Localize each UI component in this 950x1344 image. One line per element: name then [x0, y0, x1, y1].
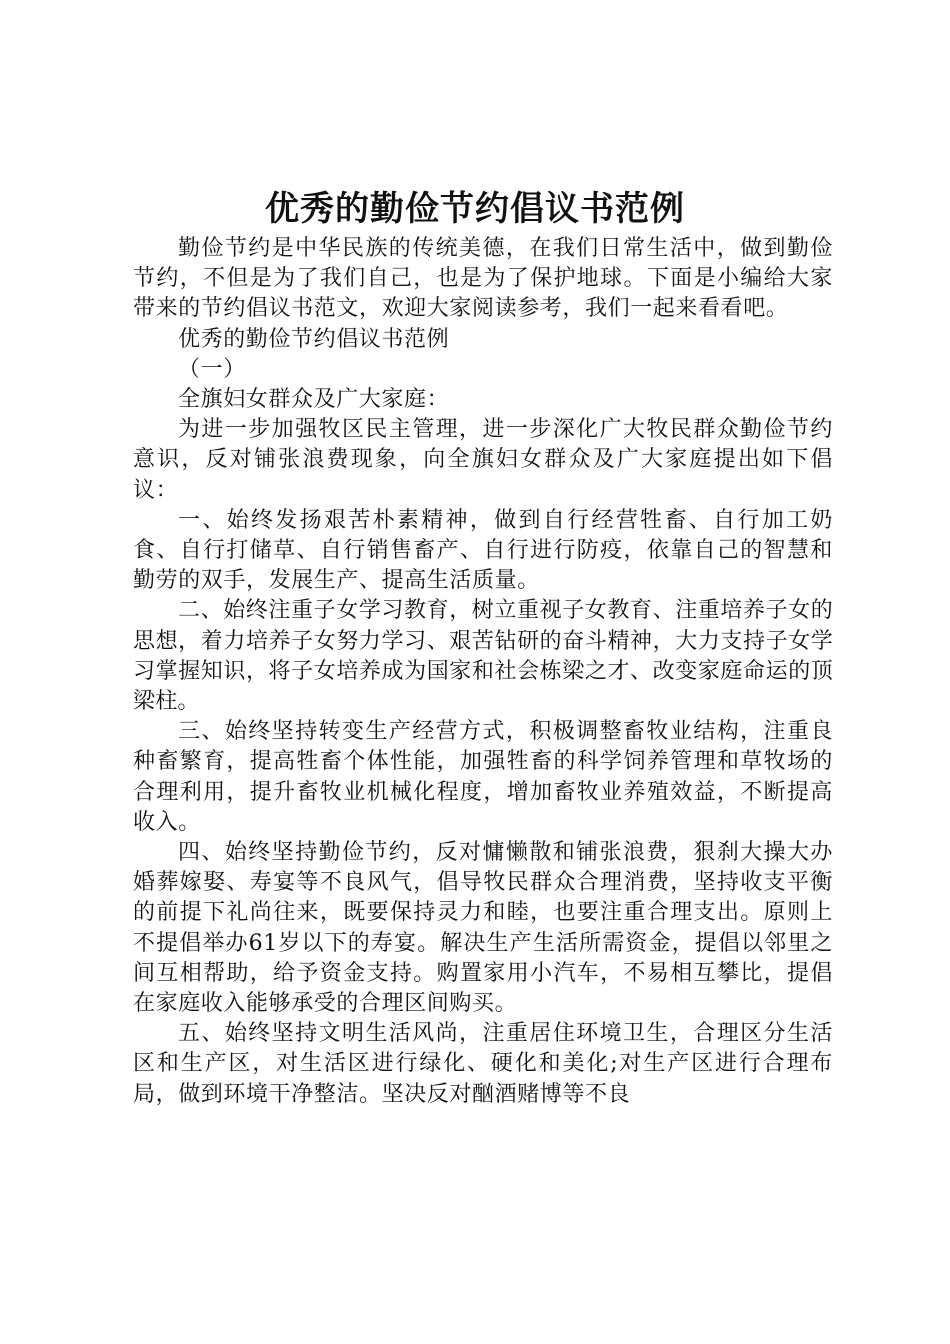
proposal-item-3: 三、始终坚持转变生产经营方式，积极调整畜牧业结构，注重良种畜繁育，提高牲畜个体性能，加强牲畜的科学饲养管理和草牧场的合理利用，提升畜牧业机械化程度，增加畜牧业养殖效益，不断提高收入。	[133, 719, 833, 835]
section-number: （一）	[178, 356, 246, 382]
salutation: 全旗妇女群众及广大家庭：	[178, 387, 450, 413]
proposal-item-2: 二、始终注重子女学习教育，树立重视子女教育、注重培养子女的思想，着力培养子女努力学习、艰苦钻研的奋斗精神，大力支持子女学习掌握知识，将子女培养成为国家和社会栋梁之才、改变家庭命运的顶梁柱。	[133, 598, 833, 715]
intro-paragraph: 勤俭节约是中华民族的传统美德，在我们日常生活中，做到勤俭节约，不但是为了我们自己，也是为了保护地球。下面是小编给大家带来的节约倡议书范文，欢迎大家阅读参考，我们一起来看看吧。	[133, 236, 833, 322]
document-title: 优秀的勤俭节约倡议书范例	[265, 189, 685, 229]
proposal-intro-paragraph: 为进一步加强牧区民主管理，进一步深化广大牧民群众勤俭节约意识，反对铺张浪费现象，向全旗妇女群众及广大家庭提出如下倡议：	[133, 417, 833, 503]
proposal-item-5: 五、始终坚持文明生活风尚，注重居住环境卫生，合理区分生活区和生产区，对生活区进行绿化、硬化和美化;对生产区进行合理布局，做到环境干净整洁。坚决反对酗酒赌博等不良	[133, 1021, 833, 1107]
subtitle-line: 优秀的勤俭节约倡议书范例	[178, 326, 450, 352]
proposal-item-1: 一、始终发扬艰苦朴素精神，做到自行经营牲畜、自行加工奶食、自行打储草、自行销售畜产、自行进行防疫，依靠自己的智慧和勤劳的双手，发展生产、提高生活质量。	[133, 507, 833, 594]
proposal-item-4: 四、始终坚持勤俭节约，反对慵懒散和铺张浪费，狠刹大操大办婚葬嫁娶、寿宴等不良风气，倡导牧民群众合理消费，坚持收支平衡的前提下礼尚往来，既要保持灵力和睦，也要注重合理支出。原则上不提倡举办61岁以下的寿宴。解决生产生活所需资金，提倡以邻里之间互相帮助，给予资金支持。购置家用小汽车，不易相互攀比，提倡在家庭收入能够承受的合理区间购买。	[133, 840, 833, 1017]
document-body	[133, 234, 833, 1110]
